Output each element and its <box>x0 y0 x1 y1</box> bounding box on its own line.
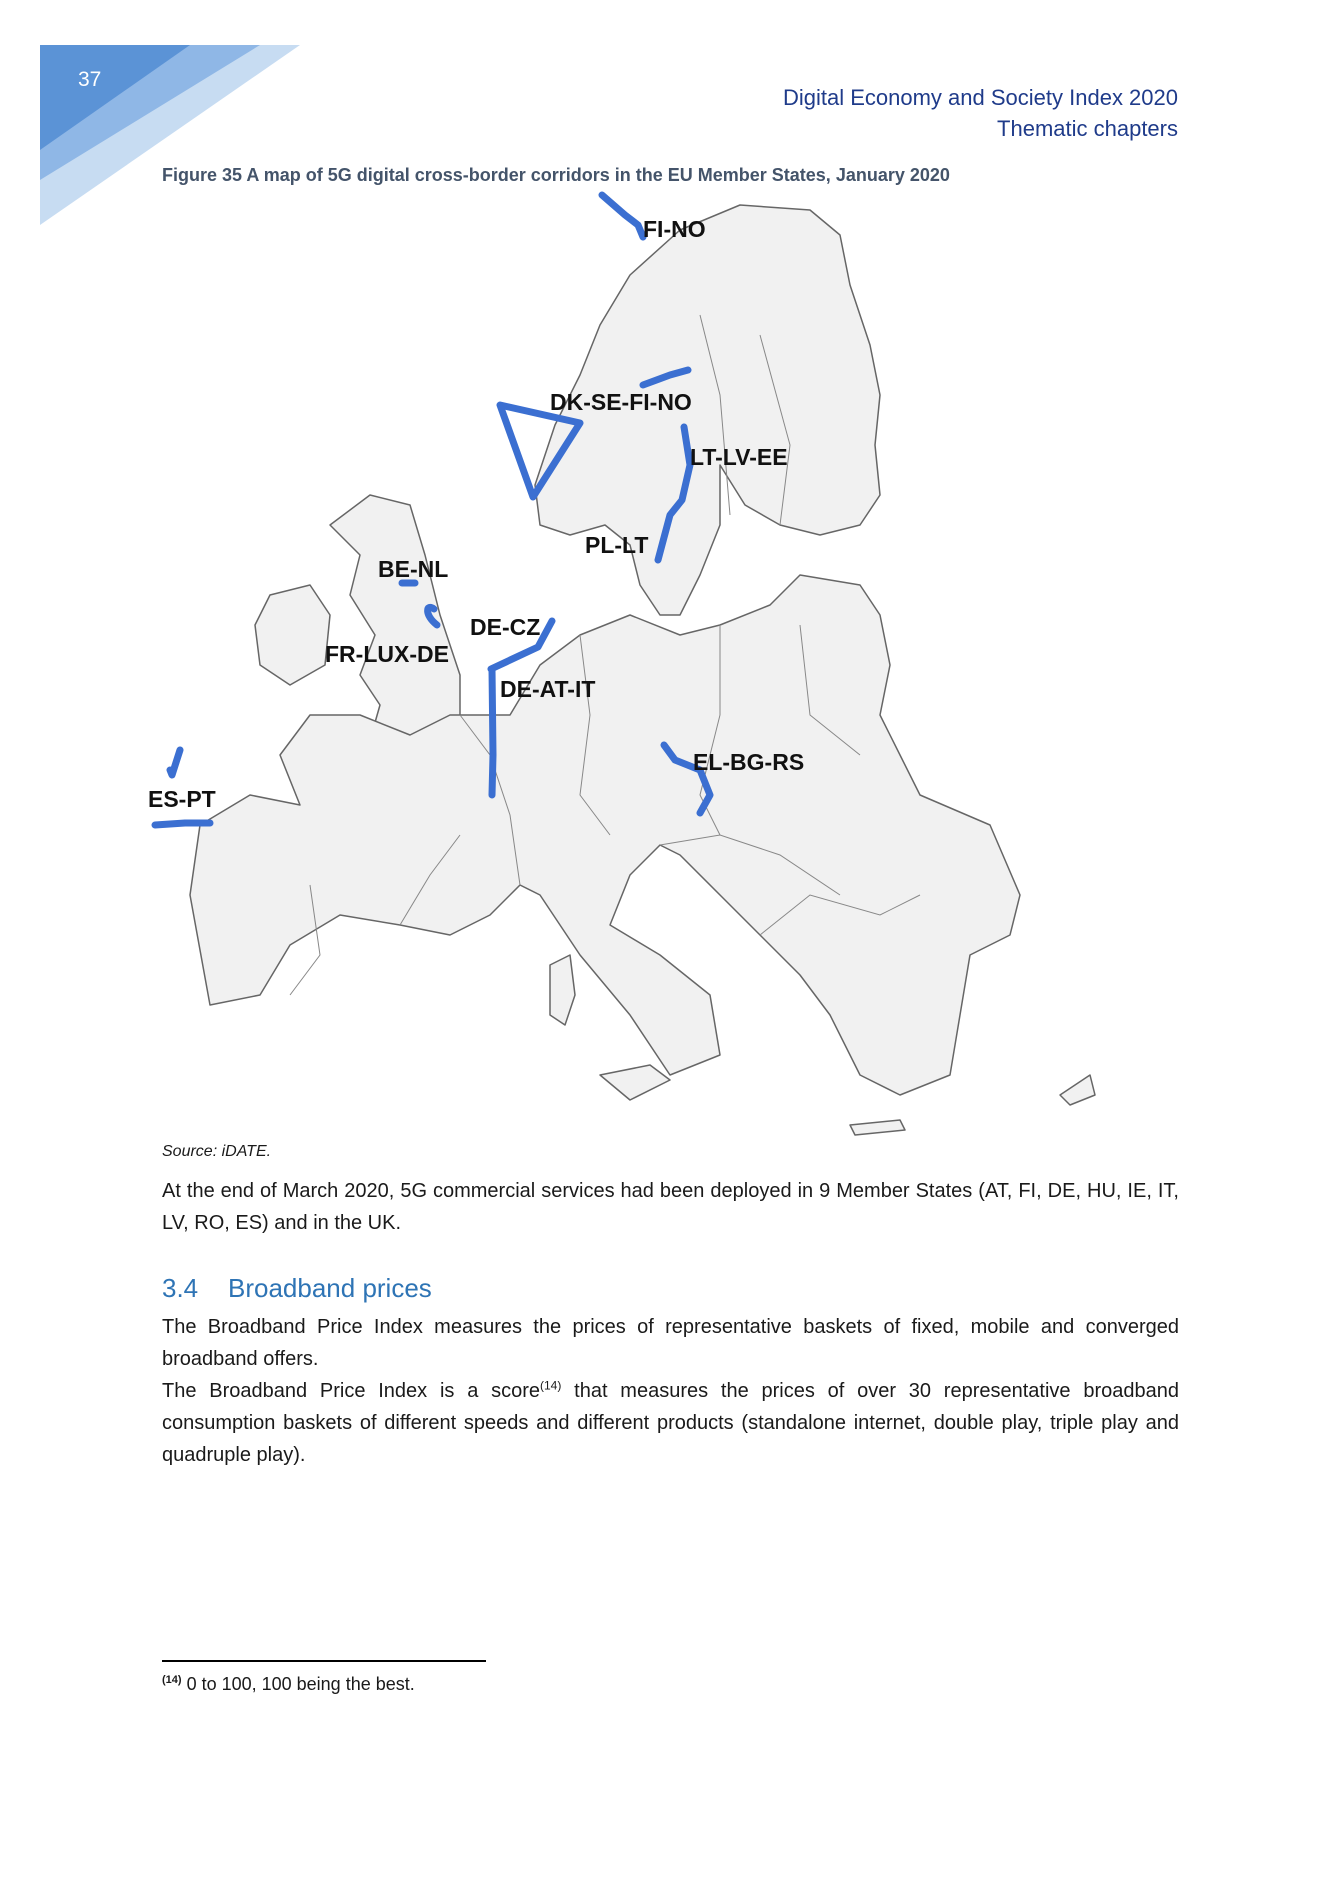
running-header <box>783 82 1178 144</box>
footnote-text: 0 to 100, 100 being the best. <box>181 1674 415 1694</box>
para3-text-b: that measures the prices of over 30 representative broadband consumption baskets of different speeds and different products (standalone internet, double play, triple play and quadruple play). <box>162 1380 1179 1466</box>
crete-shape <box>850 1120 905 1135</box>
corridor-label-lt-lv-ee: LT-LV-EE <box>690 444 788 470</box>
corridor-label-fi-no: FI-NO <box>643 216 706 242</box>
sardinia-shape <box>550 955 575 1025</box>
great-britain-shape <box>330 495 460 740</box>
corridor-label-dk-se-fi-no: DK-SE-FI-NO <box>550 389 692 415</box>
footnote-separator <box>162 1660 486 1662</box>
section-heading <box>162 1273 432 1304</box>
cyprus-shape <box>1060 1075 1095 1105</box>
para3-text-a: The Broadband Price Index is a score <box>162 1380 541 1402</box>
figure-source: Source: iDATE. <box>162 1143 272 1160</box>
figure-title: Figure 35 A map of 5G digital cross-border corridors in the EU Member States, January 2020 <box>162 165 950 185</box>
corridor-label-fr-lux-de: FR-LUX-DE <box>325 641 449 667</box>
header-subtitle: Thematic chapters <box>997 116 1178 141</box>
corner-decoration <box>0 0 300 225</box>
land-outline <box>190 205 1095 1135</box>
page-number: 37 <box>78 68 102 91</box>
corridor-label-el-bg-rs: EL-BG-RS <box>693 749 805 775</box>
footnote-number: (14) <box>162 1674 182 1686</box>
paragraph-price-index-intro: The Broadband Price Index measures the prices of representative baskets of fixed, mobile and converged broadband offers. <box>162 1316 1179 1370</box>
corridor-label-es-pt: ES-PT <box>148 786 216 812</box>
paragraph-5g-deployment: At the end of March 2020, 5G commercial services had been deployed in 9 Member States (AT, FI, DE, HU, IE, IT, LV, RO, ES) and in the UK. <box>162 1180 1179 1234</box>
ireland-shape <box>255 585 330 685</box>
footnote-reference[interactable]: (14) <box>540 1378 562 1393</box>
header-title: Digital Economy and Society Index 2020 <box>782 85 1178 110</box>
paragraph-price-index-score <box>162 1375 1179 1471</box>
section-title: Broadband prices <box>228 1273 432 1303</box>
sicily-shape <box>600 1065 670 1100</box>
corridor-label-be-nl: BE-NL <box>378 556 449 582</box>
footnote <box>162 1674 415 1695</box>
corridor-label-de-at-it: DE-AT-IT <box>500 676 596 702</box>
corridor-label-pl-lt: PL-LT <box>585 532 649 558</box>
section-number: 3.4 <box>162 1273 199 1303</box>
corridor-label-de-cz: DE-CZ <box>470 614 541 640</box>
europe-5g-corridor-map <box>148 195 1120 1135</box>
